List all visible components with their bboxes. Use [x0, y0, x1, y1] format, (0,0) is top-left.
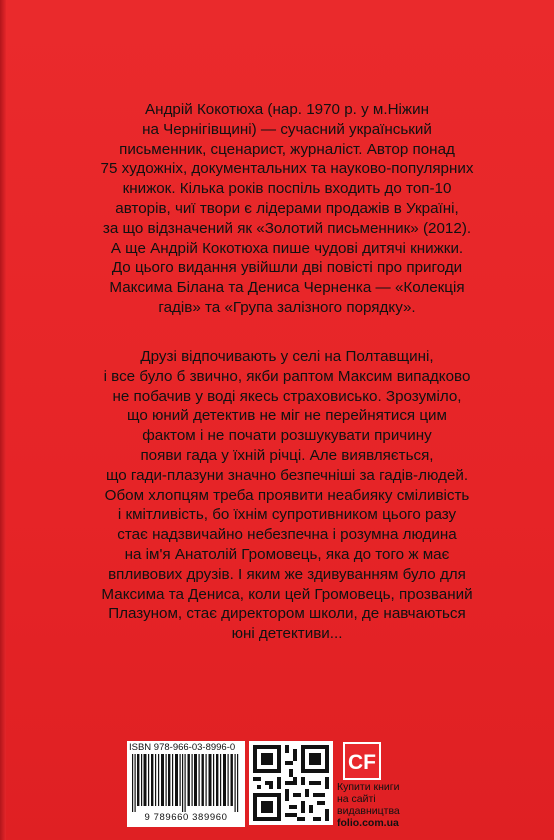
synopsis-line: на ім'я Анатолій Громовець, яка до того ж має	[124, 545, 450, 563]
synopsis-line: не побачив у воді якесь страховисько. Зрозуміло,	[112, 387, 462, 405]
bio-line: за що відзначений як «Золотий письменник» (2012).	[102, 219, 472, 237]
synopsis-line: юні детективи...	[231, 625, 343, 643]
bio-line: книжок. Кілька років поспіль входить до топ-10	[122, 180, 452, 198]
isbn-barcode-block	[127, 741, 245, 827]
synopsis-line: Плазуном, стає директором школи, де навчаються	[108, 605, 466, 623]
synopsis-line: і кмітливість, бо їхнім супротивником цього разу	[117, 506, 457, 524]
barcode-icon	[130, 754, 242, 812]
spine-shadow	[0, 0, 6, 840]
qr-pattern	[249, 741, 333, 825]
synopsis-line: що юний детектив не міг не перейнятися цим	[127, 407, 447, 425]
bio-line: Андрій Кокотюха (нар. 1970 р. у м.Ніжин	[145, 101, 429, 118]
synopsis-line: появи гада у їхній річці. Але виявляється,	[140, 446, 434, 464]
bio-line: авторів, чиї твори є лідерами продажів в Україні,	[115, 199, 459, 217]
book-synopsis	[82, 347, 492, 644]
bio-line: на Чернігівщині) — сучасний український	[142, 120, 432, 138]
bio-line: А ще Андрій Кокотюха пише чудові дитячі книжки.	[110, 239, 464, 257]
synopsis-line: що гади-плазуни значно безпечніші за гадів-людей.	[105, 466, 469, 484]
bio-line: гадів» та «Група залізного порядку».	[158, 298, 416, 316]
synopsis-line: Обом хлопцям треба проявити неабияку сміливість	[104, 486, 470, 504]
logo-text: CF	[348, 751, 376, 774]
bio-line: письменник, сценарист, журналіст. Автор понад	[119, 140, 455, 158]
publisher-logo-icon	[343, 742, 381, 780]
buy-line: видавництва	[337, 805, 400, 817]
synopsis-line: стає надзвичайно небезпечна і розумна людина	[117, 526, 457, 544]
buy-line: Купити книги	[337, 781, 400, 793]
synopsis-line: і все було б звично, якби раптом Максим випадково	[103, 367, 471, 385]
bio-line: 75 художніх, документальних та науково-популярних	[100, 160, 474, 178]
qr-code-icon	[249, 741, 333, 825]
synopsis-line: фактом і не почати розшукувати причину	[142, 427, 432, 445]
synopsis-line: Максима та Дениса, коли цей Громовець, прозваний	[101, 585, 473, 603]
isbn-label: ISBN 978-966-03-8996-0	[129, 742, 236, 753]
synopsis-line: Друзі відпочивають у селі на Полтавщині,	[140, 348, 434, 365]
author-bio	[82, 100, 492, 318]
publisher-site-link[interactable]: folio.com.ua	[337, 817, 399, 829]
buy-online-note	[337, 781, 423, 829]
buy-line: на сайті	[337, 793, 376, 805]
synopsis-line: впливових друзів. І яким же здивуванням було для	[108, 565, 466, 583]
bio-line: До цього видання увійшли дві повісті про пригоди	[111, 259, 463, 277]
bio-line: Максима Білана та Дениса Черненка — «Колекція	[109, 279, 465, 297]
barcode-digits: 9 789660 389960	[144, 812, 228, 823]
